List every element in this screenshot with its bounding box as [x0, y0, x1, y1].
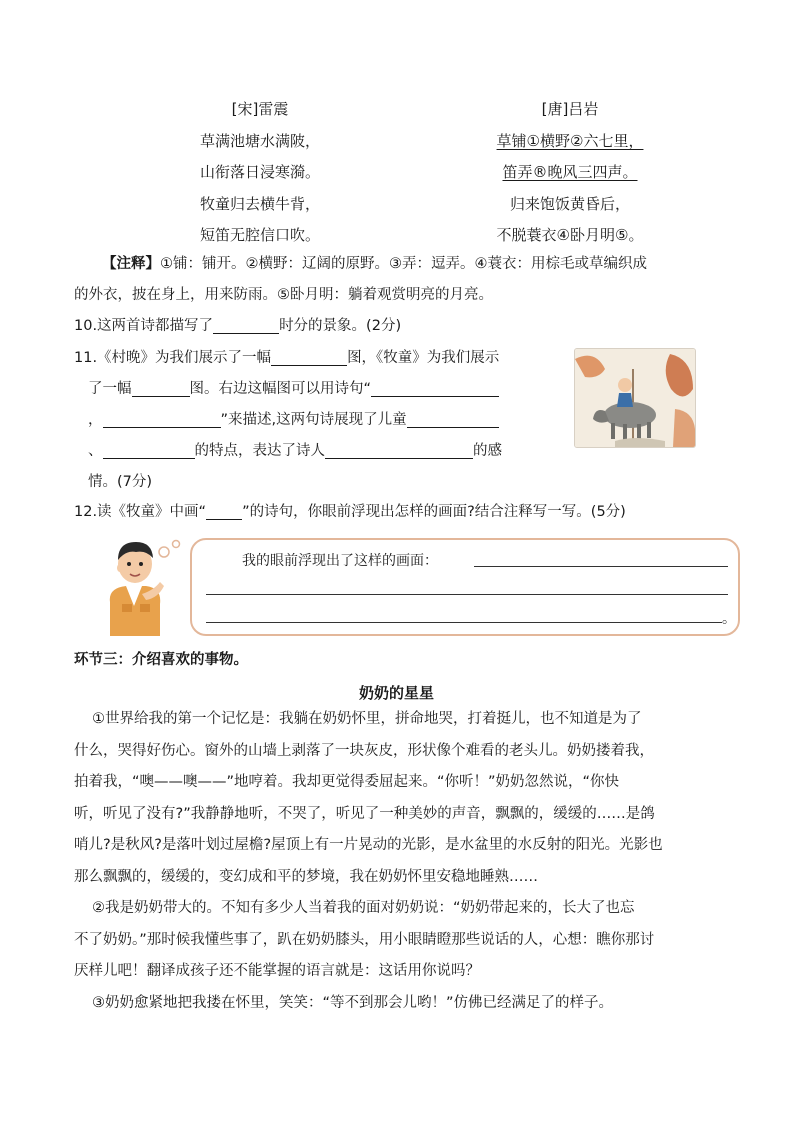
- poem-author: [宋]雷震: [231, 100, 289, 118]
- notes: [74, 249, 722, 311]
- poem-line-underlined: 笛弄®晚风三四声。: [502, 163, 638, 181]
- answer-line[interactable]: [474, 566, 728, 567]
- story-line: 那么飘飘的，缓缓的，变幻成和平的梦境，我在奶奶怀里安稳地睡熟……: [74, 868, 538, 885]
- notes-text: 的外衣，披在身上，用来防雨。⑤卧月明：躺着观赏明亮的月亮。: [74, 287, 493, 303]
- poem-line: 草满池塘水满陂，: [199, 131, 320, 150]
- story-line: ①世界给我的第一个记忆是：我躺在奶奶怀里，拼命地哭，打着挺儿，也不知道是为了: [92, 711, 642, 727]
- boy-thinking-illustration: [98, 532, 186, 636]
- poem-author: [唐]吕岩: [541, 100, 599, 118]
- answer-line[interactable]: [206, 622, 722, 623]
- question-10: 10.这两首诗都描写了 时分的景象。(2分): [74, 318, 402, 334]
- answer-blank[interactable]: [213, 317, 279, 334]
- story-line: 什么，哭得好伤心。窗外的山墙上剥落了一块灰皮，形状像个难看的老头儿。奶奶搂着我，: [74, 742, 654, 759]
- answer-blank[interactable]: [371, 380, 499, 397]
- ox-scene-icon: [575, 349, 695, 447]
- answer-line[interactable]: [206, 594, 728, 595]
- story-line: 不了奶奶。”那时候我懂些事了，趴在奶奶膝头，用小眼睛瞪那些说话的人，心想：瞧你那讨: [74, 931, 655, 948]
- question-11: 11.《村晚》为我们展示了一幅 图，《牧童》为我们展示 了一幅 图。右边这幅图可以用诗句“ ， ”来描述,这两句诗展现了儿童 、 的特点，表达了诗人 的感 情。(7分): [74, 350, 502, 490]
- answer-blank[interactable]: [206, 503, 242, 520]
- poem-line: 归来饱饭黄昏后，: [509, 194, 630, 213]
- boy-on-ox-illustration: [574, 348, 696, 448]
- answer-blank[interactable]: [103, 442, 195, 459]
- answer-blank[interactable]: [132, 380, 190, 397]
- story-line: 拍着我，“噢——噢——”地哼着。我却更觉得委屈起来。“你听！”奶奶忽然说，“你快: [74, 774, 620, 790]
- poem-line: 短笛无腔信口吹。: [199, 226, 320, 244]
- boy-icon: [98, 532, 186, 636]
- poem-line-underlined: 草铺①横野②六七里，: [496, 131, 644, 150]
- poem-cunwan: [130, 94, 390, 252]
- story-line: 哨儿?是秋风?是落叶划过屋檐?屋顶上有一片晃动的光影，是水盆里的水反射的阳光。光影也: [74, 837, 663, 853]
- speech-end-mark: 。: [722, 611, 736, 627]
- section-heading: 环节三：介绍喜欢的事物。: [74, 652, 248, 668]
- question-12: 12.读《牧童》中画“ ”的诗句，你眼前浮现出怎样的画面?结合注释写一写。(5分): [74, 504, 626, 520]
- story-line: 听，听见了没有?”我静静地听，不哭了，听见了一种美妙的声音，飘飘的，缓缓的……是鸽: [74, 805, 655, 822]
- notes-text: ①铺：铺开。②横野：辽阔的原野。③弄：逗弄。④蓑衣：用棕毛或草编织成: [160, 256, 647, 272]
- answer-blank[interactable]: [407, 411, 499, 428]
- poem-mutong: [440, 94, 700, 252]
- answer-blank[interactable]: [271, 349, 347, 366]
- notes-label: 【注释】: [102, 256, 160, 272]
- answer-speech-bubble: [190, 538, 740, 636]
- story-title: 奶奶的星星: [358, 684, 434, 702]
- story-body: [74, 704, 722, 1019]
- answer-blank[interactable]: [103, 411, 221, 428]
- poem-line: 山衔落日浸寒漪。: [199, 163, 320, 181]
- poem-line: 牧童归去横牛背，: [199, 194, 320, 213]
- story-line: 厌样儿吧！翻译成孩子还不能掌握的语言就是：这话用你说吗？: [74, 963, 480, 979]
- poem-line: 不脱蓑衣④卧月明⑤。: [496, 226, 644, 244]
- story-line: ②我是奶奶带大的。不知有多少人当着我的面对奶奶说：“奶奶带起来的，长大了也忘: [92, 900, 635, 916]
- speech-prompt: 我的眼前浮现出了这样的画面：: [242, 553, 438, 569]
- story-line: ③奶奶愈紧地把我搂在怀里，笑笑：“等不到那会儿哟！”仿佛已经满足了的样子。: [92, 994, 614, 1011]
- answer-blank[interactable]: [325, 442, 473, 459]
